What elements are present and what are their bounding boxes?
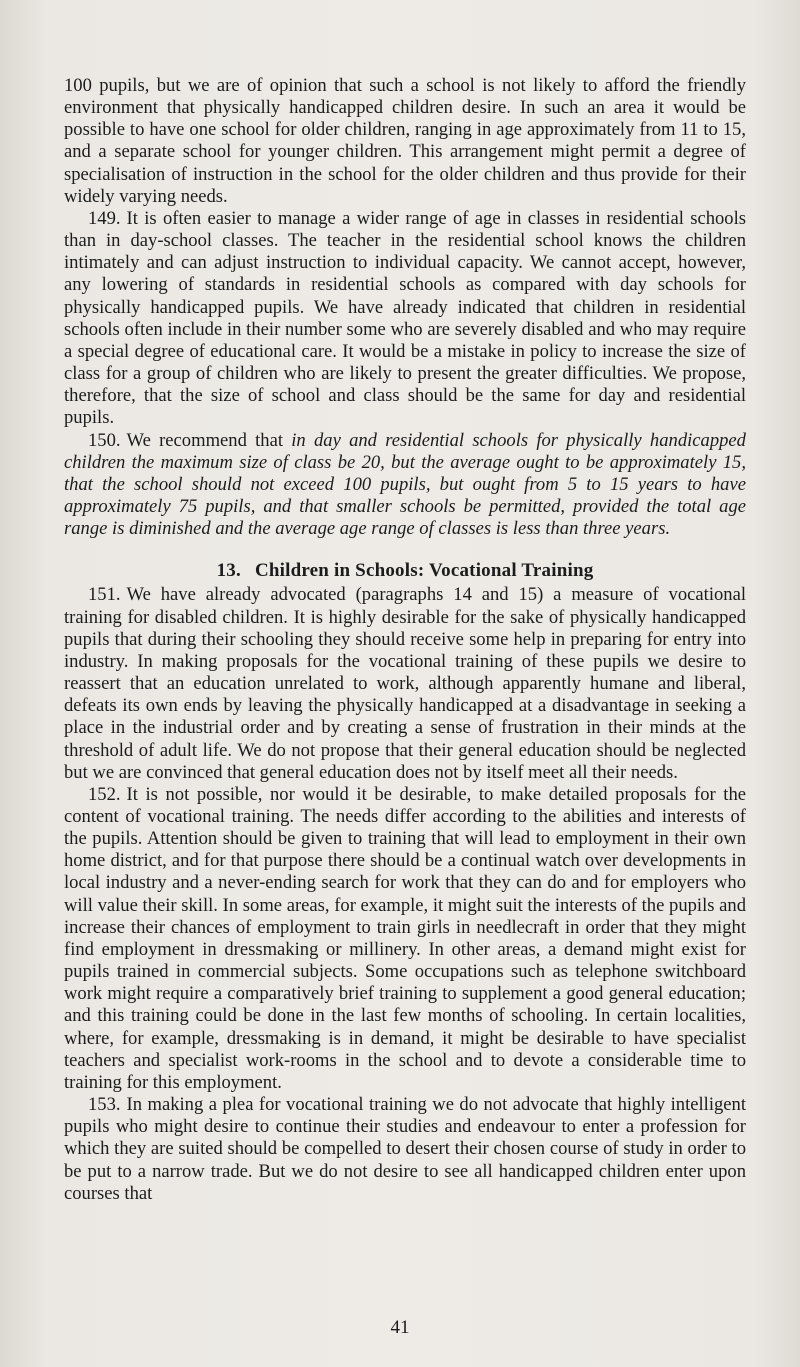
opening-paragraph: 100 pupils, but we are of opinion that such a school is not likely to afford the friendly environment that physically handicapped children desire. In such an area it would be possible to have one school for older children, ranging in age approximately from 11 to 15, and a separate school for younger children. This arrangement might permit a degree of specialisation of instruction in the school for the older children and thus provide for their widely varying needs.	[64, 75, 746, 207]
paragraph-151	[64, 584, 746, 783]
paragraph-text: We have already advocated (paragraphs 14 and 15) a measure of vocational training for disabled children. It is highly desirable for the sake of physically handicapped pupils that during their schooling they should receive some help in preparing for entry into industry. In making proposals for the vocational training of these pupils we desire to reassert that an education unrelated to work, although apparently humane and liberal, defeats its own ends by leaving the physically handicapped at a disadvantage in seeking a place in the industrial order and by creating a sense of frustration in their minds at the threshold of adult life. We do not propose that their general education should be neglected but we are convinced that general education does not by itself meet all their needs.	[64, 584, 746, 783]
paragraph-number: 151.	[88, 584, 121, 606]
paragraph-number: 150.	[88, 429, 121, 451]
section-number: 13.	[216, 560, 241, 582]
paragraph-number: 149.	[88, 207, 121, 229]
paragraph-text: It is not possible, nor would it be desirable, to make detailed proposals for the content of vocational training. The needs differ according to the abilities and interests of the pupils. Attention should be given to training that will lead to employment in their own home district, and for that purpose there should be a continual watch over developments in local industry and a never-ending search for work that they can do and for employers who will value their skill. In some areas, for example, it might suit the interests of the pupils and increase their chances of employment to train girls in needlecraft in order that they might find employment in dressmaking or millinery. In other areas, a demand might exist for pupils trained in commercial subjects. Some occupations such as telephone switchboard work might require a comparatively brief training to supplement a good general education; and this training could be done in the last few months of schooling. In certain localities, where, for example, dressmaking is in demand, it might be desirable to have specialist teachers and specialist work-rooms in the school and to devote a considerable time to training for this employment.	[64, 783, 746, 1093]
paragraph-150	[64, 430, 746, 541]
section-title: Children in Schools: Vocational Training	[254, 560, 594, 582]
paragraph-text: It is often easier to manage a wider range of age in classes in residential schools than in day-school classes. The teacher in the residential school knows the children intimately and can adjust instruction to individual capacity. We cannot accept, however, any lowering of standards in residential schools as compared with day schools for physically handicapped pupils. We have already indicated that children in residential schools often include in their number some who are severely disabled and who may require a special degree of educational care. It would be a mistake in policy to increase the size of class for a group of children who are likely to present the greater difficulties. We propose, therefore, that the size of school and class should be the same for day and residential pupils.	[64, 207, 746, 429]
section-heading	[64, 560, 746, 582]
page-number: 41	[390, 1317, 410, 1338]
paragraph-153	[64, 1094, 746, 1205]
paragraph-149	[64, 208, 746, 430]
paragraph-number: 152.	[88, 783, 121, 805]
recommendation-text: in day and residential schools for physically handicapped children the maximum size of class be 20, but the average ought to be approximately 15, that the school should not exceed 100 pupils, but ought from 5 to 15 years to have approximately 75 pupils, and that smaller schools be permitted, provided the total age range is diminished and the average age range of classes is less than three years.	[64, 429, 746, 540]
paragraph-152	[64, 784, 746, 1094]
paragraph-number: 153.	[88, 1094, 121, 1116]
paragraph-text: We recommend that	[126, 429, 292, 451]
paragraph-text: In making a plea for vocational training we do not advocate that highly intelligent pupils who might desire to continue their studies and endeavour to enter a profession for which they are suited should be compelled to desert their chosen course of study in order to be put to a narrow trade. But we do not desire to see all handicapped children enter upon courses that	[64, 1094, 746, 1204]
page-body	[64, 75, 746, 1205]
